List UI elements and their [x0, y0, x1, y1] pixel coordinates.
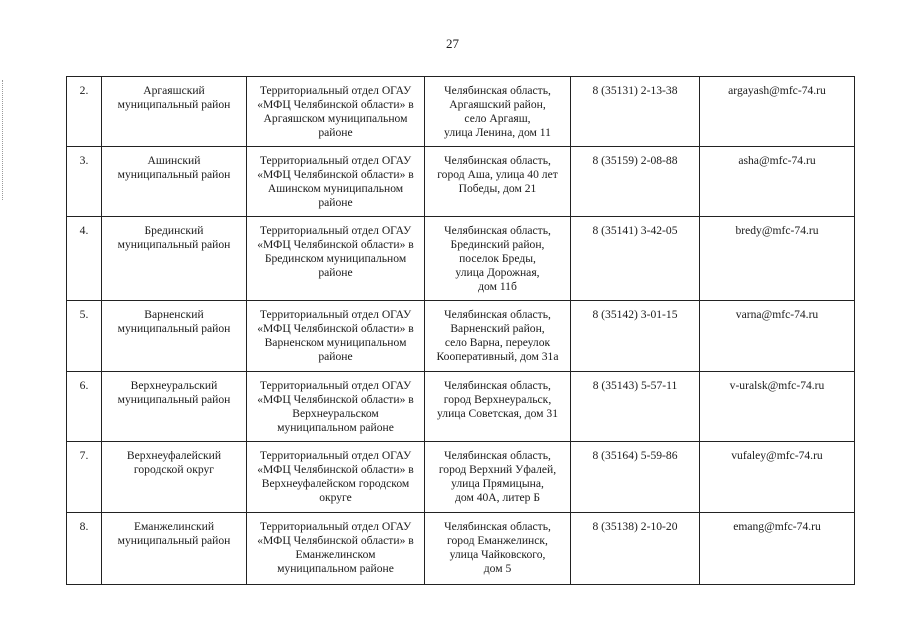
address-line: город Верхний Уфалей, — [438, 463, 557, 476]
organization-cell — [247, 372, 425, 442]
email-address: emang@mfc-74.ru — [733, 520, 821, 533]
email-cell — [700, 77, 855, 147]
row-number-cell — [67, 147, 102, 217]
table-row — [67, 77, 855, 147]
row-number-cell — [67, 372, 102, 442]
address-cell — [425, 372, 571, 442]
row-number: 2. — [79, 84, 89, 97]
address-cell — [425, 77, 571, 147]
organization-cell — [247, 77, 425, 147]
phone-number: 8 (35131) 2-13-38 — [592, 84, 678, 97]
address-line: улица Прямицына, — [451, 477, 544, 490]
email-cell — [700, 217, 855, 301]
organization-line: районе — [318, 126, 353, 139]
municipality-line: Ашинский — [147, 154, 201, 167]
address-cell — [425, 513, 571, 585]
address-line: дом 5 — [483, 562, 512, 575]
address-line: город Аша, улица 40 лет — [437, 168, 558, 181]
table-row — [67, 147, 855, 217]
organization-line: Брединском муниципальном — [264, 252, 407, 265]
phone-number: 8 (35159) 2-08-88 — [592, 154, 678, 167]
email-cell — [700, 301, 855, 372]
municipality-line: Брединский — [144, 224, 204, 237]
scan-edge-marks — [2, 80, 6, 200]
organization-line: округе — [319, 491, 352, 504]
address-line: Варненский район, — [450, 322, 545, 335]
phone-cell — [571, 442, 700, 513]
row-number: 6. — [79, 379, 89, 392]
email-address: argayash@mfc-74.ru — [728, 84, 826, 97]
municipality-line: муниципальный район — [117, 322, 231, 335]
municipality-cell — [102, 147, 247, 217]
email-cell — [700, 372, 855, 442]
address-cell — [425, 147, 571, 217]
organization-line: «МФЦ Челябинской области» в — [257, 534, 414, 547]
organization-line: Территориальный отдел ОГАУ — [259, 224, 412, 237]
address-line: Челябинская область, — [444, 520, 551, 533]
organization-line: Варненском муниципальном — [264, 336, 407, 349]
address-line: город Верхнеуральск, — [443, 393, 552, 406]
municipality-line: Аргаяшский — [143, 84, 205, 97]
municipality-line: Варненский — [144, 308, 204, 321]
municipality-line: муниципальный район — [117, 238, 231, 251]
row-number-cell — [67, 217, 102, 301]
address-line: дом 11б — [478, 280, 517, 293]
organization-line: Территориальный отдел ОГАУ — [259, 520, 412, 533]
organization-cell — [247, 513, 425, 585]
phone-number: 8 (35142) 3-01-15 — [592, 308, 678, 321]
address-cell — [425, 217, 571, 301]
municipality-line: Верхнеуральский — [130, 379, 218, 392]
municipality-line: Еманжелинский — [133, 520, 215, 533]
row-number-cell — [67, 442, 102, 513]
organization-line: «МФЦ Челябинской области» в — [257, 322, 414, 335]
phone-number: 8 (35164) 5-59-86 — [592, 449, 678, 462]
municipality-line: муниципальный район — [117, 98, 231, 111]
organization-line: Аргаяшском муниципальном — [263, 112, 408, 125]
row-number-cell — [67, 301, 102, 372]
organization-line: Верхнеуфалейском городском — [261, 477, 410, 490]
address-line: Челябинская область, — [444, 84, 551, 97]
organization-line: «МФЦ Челябинской области» в — [257, 238, 414, 251]
email-address: vufaley@mfc-74.ru — [731, 449, 823, 462]
email-address: v-uralsk@mfc-74.ru — [729, 379, 825, 392]
table-row — [67, 513, 855, 585]
organization-cell — [247, 147, 425, 217]
organization-line: «МФЦ Челябинской области» в — [257, 463, 414, 476]
municipality-cell — [102, 442, 247, 513]
organization-line: Еманжелинском — [295, 548, 376, 561]
municipality-line: муниципальный район — [117, 534, 231, 547]
row-number: 7. — [79, 449, 89, 462]
municipality-cell — [102, 513, 247, 585]
phone-cell — [571, 372, 700, 442]
address-line: улица Советская, дом 31 — [437, 407, 558, 420]
organization-line: «МФЦ Челябинской области» в — [257, 393, 414, 406]
organization-line: муниципальном районе — [277, 421, 394, 434]
organization-line: районе — [318, 350, 353, 363]
email-address: bredy@mfc-74.ru — [735, 224, 819, 237]
organization-line: «МФЦ Челябинской области» в — [257, 168, 414, 181]
organization-line: Территориальный отдел ОГАУ — [259, 449, 412, 462]
phone-cell — [571, 217, 700, 301]
phone-cell — [571, 77, 700, 147]
address-cell — [425, 442, 571, 513]
organization-line: Территориальный отдел ОГАУ — [259, 308, 412, 321]
phone-cell — [571, 147, 700, 217]
table-row — [67, 442, 855, 513]
email-cell — [700, 513, 855, 585]
organization-cell — [247, 217, 425, 301]
address-line: Челябинская область, — [444, 154, 551, 167]
row-number: 3. — [79, 154, 89, 167]
municipality-cell — [102, 372, 247, 442]
address-line: Челябинская область, — [444, 379, 551, 392]
municipality-line: муниципальный район — [117, 168, 231, 181]
organization-line: Верхнеуральском — [292, 407, 379, 420]
table-row — [67, 217, 855, 301]
phone-number: 8 (35141) 3-42-05 — [592, 224, 678, 237]
organization-line: «МФЦ Челябинской области» в — [257, 98, 414, 111]
row-number: 8. — [79, 520, 89, 533]
phone-number: 8 (35138) 2-10-20 — [592, 520, 678, 533]
address-line: Челябинская область, — [444, 308, 551, 321]
address-line: поселок Бреды, — [459, 252, 536, 265]
address-line: Челябинская область, — [444, 224, 551, 237]
municipality-cell — [102, 77, 247, 147]
address-line: Челябинская область, — [444, 449, 551, 462]
phone-number: 8 (35143) 5-57-11 — [592, 379, 678, 392]
address-line: Кооперативный, дом 31а — [436, 350, 559, 363]
municipality-cell — [102, 217, 247, 301]
table-row — [67, 301, 855, 372]
organization-line: муниципальном районе — [277, 562, 394, 575]
municipality-line: городской округ — [133, 463, 215, 476]
organization-line: Территориальный отдел ОГАУ — [259, 84, 412, 97]
address-line: село Аргаяш, — [464, 112, 531, 125]
address-line: улица Чайковского, — [449, 548, 546, 561]
row-number: 5. — [79, 308, 89, 321]
address-line: Победы, дом 21 — [458, 182, 537, 195]
row-number: 4. — [79, 224, 89, 237]
email-address: varna@mfc-74.ru — [735, 308, 819, 321]
organization-line: районе — [318, 196, 353, 209]
organization-cell — [247, 301, 425, 372]
phone-cell — [571, 301, 700, 372]
page-number: 27 — [446, 36, 459, 51]
address-line: улица Ленина, дом 11 — [444, 126, 551, 139]
mfc-offices-table — [66, 76, 855, 585]
address-line: дом 40А, литер Б — [454, 491, 541, 504]
row-number-cell — [67, 513, 102, 585]
row-number-cell — [67, 77, 102, 147]
organization-line: Территориальный отдел ОГАУ — [259, 379, 412, 392]
address-line: город Еманжелинск, — [447, 534, 548, 547]
address-line: улица Дорожная, — [455, 266, 540, 279]
address-line: Аргаяшский район, — [449, 98, 546, 111]
address-cell — [425, 301, 571, 372]
organization-line: Ашинском муниципальном — [267, 182, 404, 195]
organization-line: районе — [318, 266, 353, 279]
municipality-cell — [102, 301, 247, 372]
address-line: Брединский район, — [450, 238, 545, 251]
address-line: село Варна, переулок — [444, 336, 551, 349]
table-row — [67, 372, 855, 442]
municipality-line: муниципальный район — [117, 393, 231, 406]
phone-cell — [571, 513, 700, 585]
municipality-line: Верхнеуфалейский — [126, 449, 222, 462]
organization-cell — [247, 442, 425, 513]
email-cell — [700, 442, 855, 513]
organization-line: Территориальный отдел ОГАУ — [259, 154, 412, 167]
email-address: asha@mfc-74.ru — [738, 154, 816, 167]
email-cell — [700, 147, 855, 217]
